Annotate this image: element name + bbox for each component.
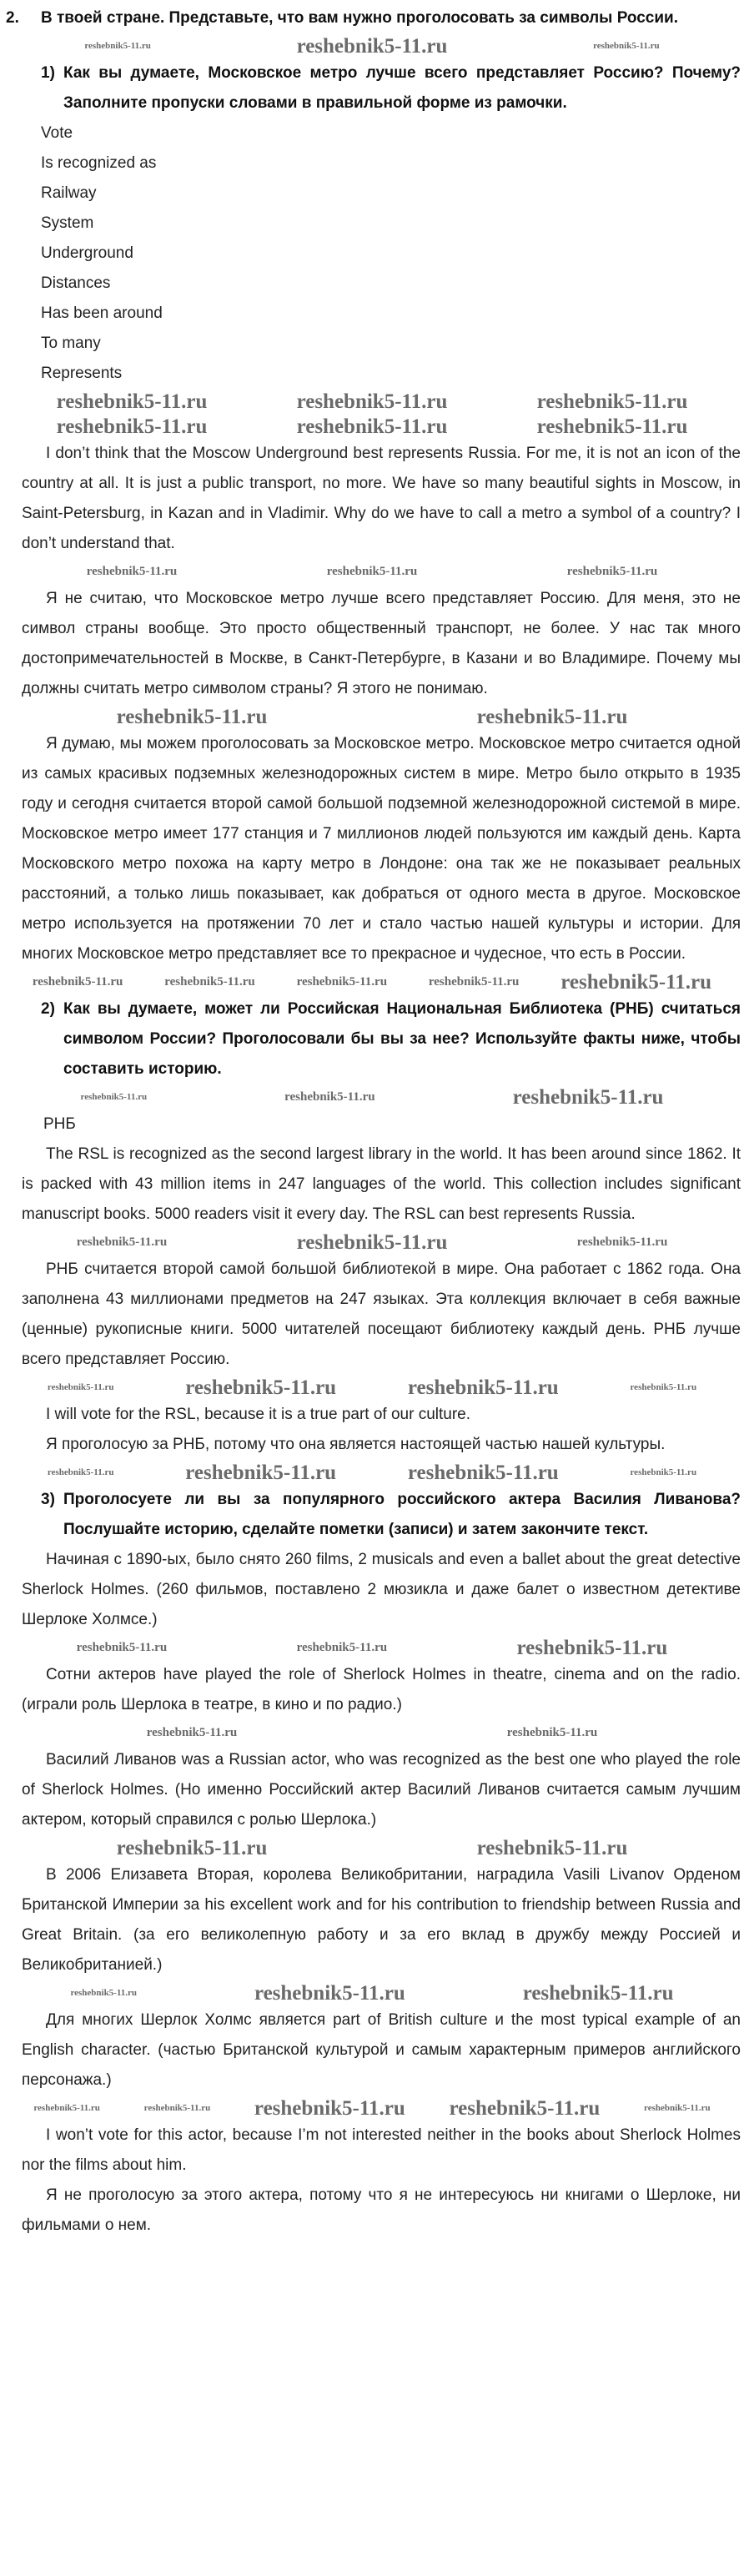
watermark: reshebnik5-11.ru	[254, 2096, 405, 2120]
watermark: reshebnik5-11.ru	[47, 1467, 114, 1477]
task-title: В твоей стране. Представьте, что вам нужно проголосовать за символы России.	[41, 9, 679, 27]
answer-paragraph: The RSL is recognized as the second largest library in the world. It has been around since 1862. It is packed with 43 million items in 247 languages of the world. This collection includes significant manuscript books. 5000 readers visit it every day. The RSL can best represents Russia.	[22, 1145, 741, 1223]
question-label: 1)	[41, 64, 55, 82]
watermark: reshebnik5-11.ru	[56, 390, 208, 413]
watermark-row	[0, 1835, 744, 1860]
watermark: reshebnik5-11.ru	[284, 1089, 375, 1104]
question-3	[41, 1485, 741, 1545]
watermark: reshebnik5-11.ru	[644, 2102, 711, 2113]
answer-paragraph: I will vote for the RSL, because it is a true part of our culture.	[46, 1406, 471, 1423]
watermark: reshebnik5-11.ru	[630, 1467, 697, 1477]
word-list-item: Railway	[41, 184, 97, 202]
watermark: reshebnik5-11.ru	[449, 2096, 601, 2120]
watermark: reshebnik5-11.ru	[86, 564, 178, 578]
watermark: reshebnik5-11.ru	[506, 1725, 598, 1739]
watermark: reshebnik5-11.ru	[116, 705, 268, 728]
answer-paragraph: Сотни актеров have played the role of Sherlock Holmes in theatre, cinema and on the radio. (играли роль Шерлока в театре, в кино и по радио.)	[22, 1666, 741, 1713]
watermark-row	[0, 1375, 744, 1400]
subtitle: РНБ	[43, 1115, 76, 1133]
watermark-row	[0, 1230, 744, 1255]
answer-paragraph: Я не считаю, что Московское метро лучше всего представляет Россию. Для меня, это не символ страны вообще. Это просто общественный транспорт, не более. У нас так много достопримечательностей в Москве, в Санкт-Петербурге, в Казани и во Владимире. Почему мы должны считать метро символом страны? Я этого не понимаю.	[22, 590, 741, 697]
answer-paragraph: В 2006 Елизавета Вторая, королева Великобритании, наградила Vasili Livanov Орденом Британской Империи за his excellent work and for his contribution to friendship between Russia and Great Britain. (за его великолепную работу и за его вклад в дружбу между Россией и Великобританией.)	[22, 1866, 741, 1974]
watermark: reshebnik5-11.ru	[296, 415, 448, 438]
watermark: reshebnik5-11.ru	[296, 974, 388, 989]
task-heading	[6, 3, 741, 33]
watermark-row	[0, 389, 744, 414]
watermark: reshebnik5-11.ru	[522, 1981, 674, 2005]
watermark: reshebnik5-11.ru	[76, 1235, 168, 1249]
watermark: reshebnik5-11.ru	[476, 1836, 628, 1859]
watermark: reshebnik5-11.ru	[33, 2102, 100, 2113]
watermark: reshebnik5-11.ru	[296, 1640, 388, 1654]
question-text: Проголосуете ли вы за популярного российского актера Василия Ливанова? Послушайте историю, сделайте пометки (записи) и затем закончите текст.	[63, 1491, 741, 1538]
word-list-item: Represents	[41, 365, 123, 382]
watermark: reshebnik5-11.ru	[146, 1725, 238, 1739]
watermark: reshebnik5-11.ru	[407, 1376, 559, 1399]
watermark: reshebnik5-11.ru	[80, 1091, 148, 1102]
answer-paragraph: I don’t think that the Moscow Underground best represents Russia. For me, it is not an icon of the country at all. It is just a public transport, no more. We have so many beautiful sights in Moscow, in Saint-Petersburg, in Kazan and in Vladimir. Why do we have to call a metro a symbol of a country? I don’t understand that.	[22, 445, 741, 552]
task-number: 2.	[6, 9, 19, 27]
watermark: reshebnik5-11.ru	[630, 1381, 697, 1392]
watermark: reshebnik5-11.ru	[56, 415, 208, 438]
watermark: reshebnik5-11.ru	[536, 390, 688, 413]
watermark: reshebnik5-11.ru	[254, 1981, 405, 2005]
watermark: reshebnik5-11.ru	[561, 970, 712, 994]
answer-paragraph: Начиная с 1890-ых, было снято 260 films, 2 musicals and even a ballet about the great detective Sherlock Holmes. (260 фильмов, поставлено 2 мюзикла и даже балет о известном детективе Шерлоке Холмсе.)	[22, 1551, 741, 1628]
word-list-item: Distances	[41, 274, 111, 292]
word-list-item: Has been around	[41, 304, 163, 322]
question-2	[41, 994, 741, 1084]
watermark: reshebnik5-11.ru	[593, 40, 660, 51]
question-label: 3)	[41, 1491, 55, 1508]
watermark-row	[0, 1980, 744, 2005]
watermark: reshebnik5-11.ru	[476, 705, 628, 728]
watermark: reshebnik5-11.ru	[76, 1640, 168, 1654]
watermark-row	[0, 2096, 744, 2121]
question-label: 2)	[41, 1000, 55, 1018]
watermark: reshebnik5-11.ru	[164, 974, 255, 989]
answer-paragraph: РНБ считается второй самой большой библиотекой в мире. Она работает с 1862 года. Она заполнена 43 миллионами предметов на 247 языках. Эта коллекция включает в себя важные (ценные) рукописные книги. 5000 читателей посещают библиотеку каждый день. РНБ лучше всего представляет Россию.	[22, 1260, 741, 1368]
question-text: Как вы думаете, Московское метро лучше всего представляет Россию? Почему? Заполните пропуски словами в правильной форме из рамочки.	[63, 64, 741, 112]
watermark-row	[0, 969, 744, 994]
question-1	[41, 58, 741, 118]
watermark: reshebnik5-11.ru	[185, 1376, 337, 1399]
watermark-row	[0, 414, 744, 439]
word-list-item: Is recognized as	[41, 154, 157, 172]
watermark: reshebnik5-11.ru	[516, 1636, 668, 1659]
watermark-row	[0, 704, 744, 729]
watermark-row	[0, 559, 744, 584]
question-text: Как вы думаете, может ли Российская Национальная Библиотека (РНБ) считаться символом России? Проголосовали бы вы за нее? Используйте факты ниже, чтобы составить историю.	[63, 1000, 741, 1078]
watermark: reshebnik5-11.ru	[296, 34, 448, 58]
watermark: reshebnik5-11.ru	[296, 390, 448, 413]
answer-paragraph: Василий Ливанов was a Russian actor, who was recognized as the best one who played the role of Sherlock Holmes. (Но именно Российский актер Василий Ливанов считается самым лучшим актером, который справился с ролью Шерлока.)	[22, 1751, 741, 1829]
watermark: reshebnik5-11.ru	[296, 1230, 448, 1254]
watermark: reshebnik5-11.ru	[185, 1461, 337, 1484]
watermark: reshebnik5-11.ru	[70, 1987, 138, 1998]
watermark: reshebnik5-11.ru	[32, 974, 123, 989]
watermark-row	[0, 1084, 744, 1109]
word-list-item: Underground	[41, 244, 133, 262]
word-list-item: System	[41, 214, 94, 232]
word-list-item: Vote	[41, 124, 73, 142]
watermark: reshebnik5-11.ru	[116, 1836, 268, 1859]
word-list-item: To many	[41, 335, 101, 352]
answer-paragraph: Я не проголосую за этого актера, потому что я не интересуюсь ни книгами о Шерлоке, ни фильмами о нем.	[22, 2186, 741, 2234]
watermark-row	[0, 1635, 744, 1660]
watermark-row	[0, 1460, 744, 1485]
answer-paragraph: Я думаю, мы можем проголосовать за Московское метро. Московское метро считается одной из самых красивых подземных железнодорожных систем в мире. Метро было открыто в 1935 году и сегодня считается второй самой большой подземной железнодорожной системой в мире. Московское метро имеет 177 станция и 7 миллионов людей пользуются им каждый день. Карта Московского метро похожа на карту метро в Лондоне: она так же не показывает реальных расстояний, а только лишь показывает, как добраться от одного места в другое. Московское метро используется на протяжении 70 лет и стало частью нашей культуры и истории. Для многих Московское метро представляет все то прекрасное и чудесное, что есть в России.	[22, 735, 741, 963]
answer-paragraph: Я проголосую за РНБ, потому что она является настоящей частью нашей культуры.	[46, 1436, 666, 1453]
answer-paragraph: Для многих Шерлок Холмс является part of British culture и the most typical example of an English character. (частью Британской культурой и самым характерным примеров английского персонажа.)	[22, 2011, 741, 2089]
watermark-row	[0, 1720, 744, 1745]
watermark-row	[0, 33, 744, 58]
watermark: reshebnik5-11.ru	[407, 1461, 559, 1484]
watermark: reshebnik5-11.ru	[428, 974, 520, 989]
watermark: reshebnik5-11.ru	[536, 415, 688, 438]
watermark: reshebnik5-11.ru	[84, 40, 151, 51]
watermark: reshebnik5-11.ru	[47, 1381, 114, 1392]
watermark: reshebnik5-11.ru	[566, 564, 658, 578]
answer-paragraph: I won’t vote for this actor, because I’m not interested neither in the books about Sherlock Holmes nor the films about him.	[22, 2126, 741, 2174]
watermark: reshebnik5-11.ru	[512, 1085, 664, 1109]
watermark: reshebnik5-11.ru	[326, 564, 418, 578]
watermark: reshebnik5-11.ru	[576, 1235, 668, 1249]
watermark: reshebnik5-11.ru	[143, 2102, 211, 2113]
